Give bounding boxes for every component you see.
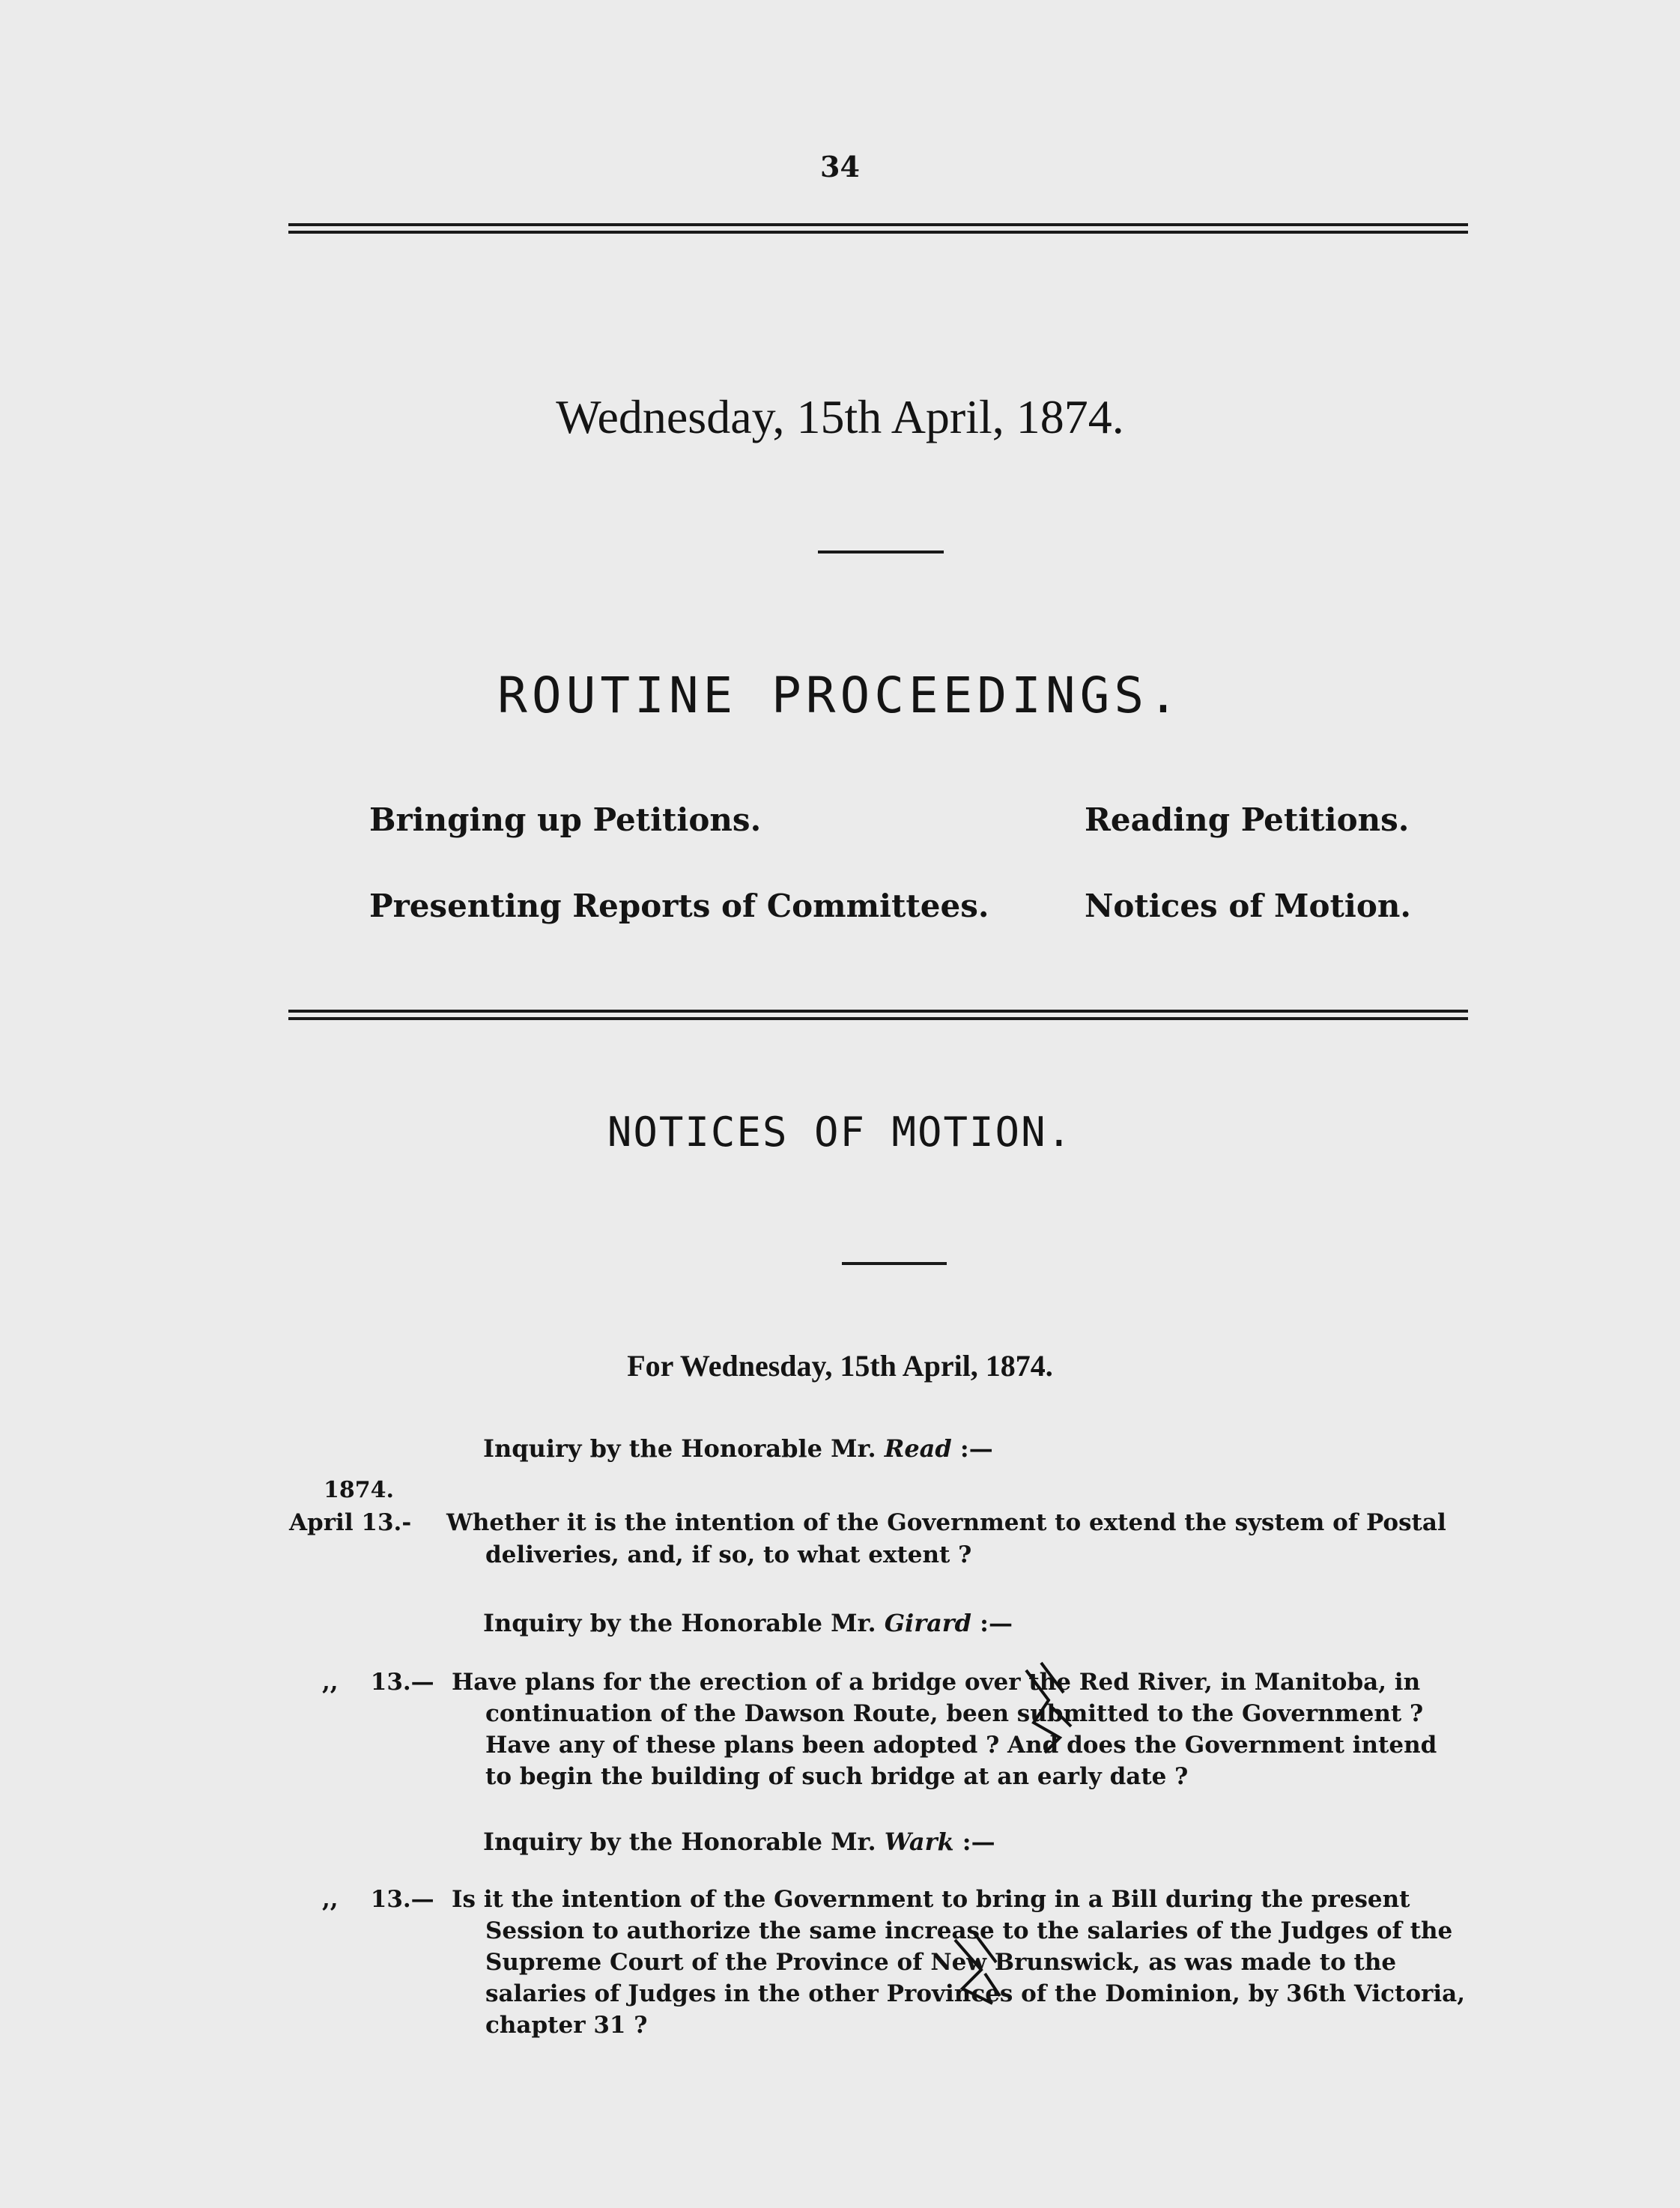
routine-item-notices: Notices of Motion. — [1085, 888, 1412, 924]
question-line: Have any of these plans been adopted ? And does the Government intend — [485, 1732, 1437, 1759]
question-line: Supreme Court of the Province of New Brunswick, as was made to the — [485, 1949, 1397, 1976]
inquiry-prefix: Inquiry by the Honorable Mr. — [483, 1434, 876, 1463]
inquiry-suffix: :— — [980, 1609, 1013, 1637]
routine-item-presenting: Presenting Reports of Committees. — [369, 888, 989, 924]
question-line: continuation of the Dawson Route, been submitted to the Government ? — [485, 1700, 1424, 1727]
date-heading: Wednesday, 15th April, 1874. — [556, 390, 1124, 443]
date-label: ,, 13.— — [322, 1669, 434, 1696]
question-line: Session to authorize the same increase to the salaries of the Judges of the — [485, 1917, 1453, 1944]
question-line: Is it the intention of the Government to bring in a Bill during the present — [452, 1886, 1410, 1913]
pen-scribble-mark — [947, 1929, 1007, 2011]
year-label: 1874. — [324, 1477, 394, 1503]
routine-item-reading: Reading Petitions. — [1085, 801, 1410, 838]
question-line: chapter 31 ? — [485, 2012, 648, 2039]
routine-item-bringing-up: Bringing up Petitions. — [369, 801, 762, 838]
inquiry-suffix: :— — [959, 1434, 993, 1463]
separator-rule — [818, 551, 944, 553]
inquiry-heading-girard — [483, 1609, 1013, 1637]
inquirer-name: Wark — [884, 1828, 954, 1856]
inquirer-name: Girard — [884, 1609, 972, 1637]
inquiry-heading-read — [483, 1434, 993, 1463]
separator-rule — [842, 1262, 947, 1265]
question-line: to begin the building of such bridge at an early date ? — [485, 1763, 1189, 1790]
inquiry-suffix: :— — [962, 1828, 995, 1856]
question-line: Have plans for the erection of a bridge over the Red River, in Manitoba, in — [452, 1669, 1421, 1696]
inquiry-prefix: Inquiry by the Honorable Mr. — [483, 1828, 876, 1856]
routine-proceedings-heading: ROUTINE PROCEEDINGS. — [497, 667, 1183, 724]
top-double-rule — [288, 223, 1468, 234]
notices-of-motion-heading: NOTICES OF MOTION. — [607, 1108, 1073, 1156]
date-label: ,, 13.— — [322, 1886, 434, 1913]
inquiry-heading-wark — [483, 1828, 995, 1856]
date-label: April 13.- — [289, 1509, 412, 1536]
question-line: Whether it is the intention of the Government to extend the system of Postal — [446, 1509, 1446, 1536]
pen-scribble-mark — [1019, 1655, 1079, 1760]
inquiry-prefix: Inquiry by the Honorable Mr. — [483, 1609, 876, 1637]
question-line: deliveries, and, if so, to what extent ? — [485, 1541, 972, 1568]
for-date-heading: For Wednesday, 15th April, 1874. — [627, 1349, 1053, 1383]
middle-double-rule — [288, 1010, 1468, 1020]
page-number: 34 — [820, 150, 860, 184]
inquirer-name: Read — [884, 1434, 952, 1463]
question-line: salaries of Judges in the other Provinces of the Dominion, by 36th Victoria, — [485, 1980, 1466, 2007]
